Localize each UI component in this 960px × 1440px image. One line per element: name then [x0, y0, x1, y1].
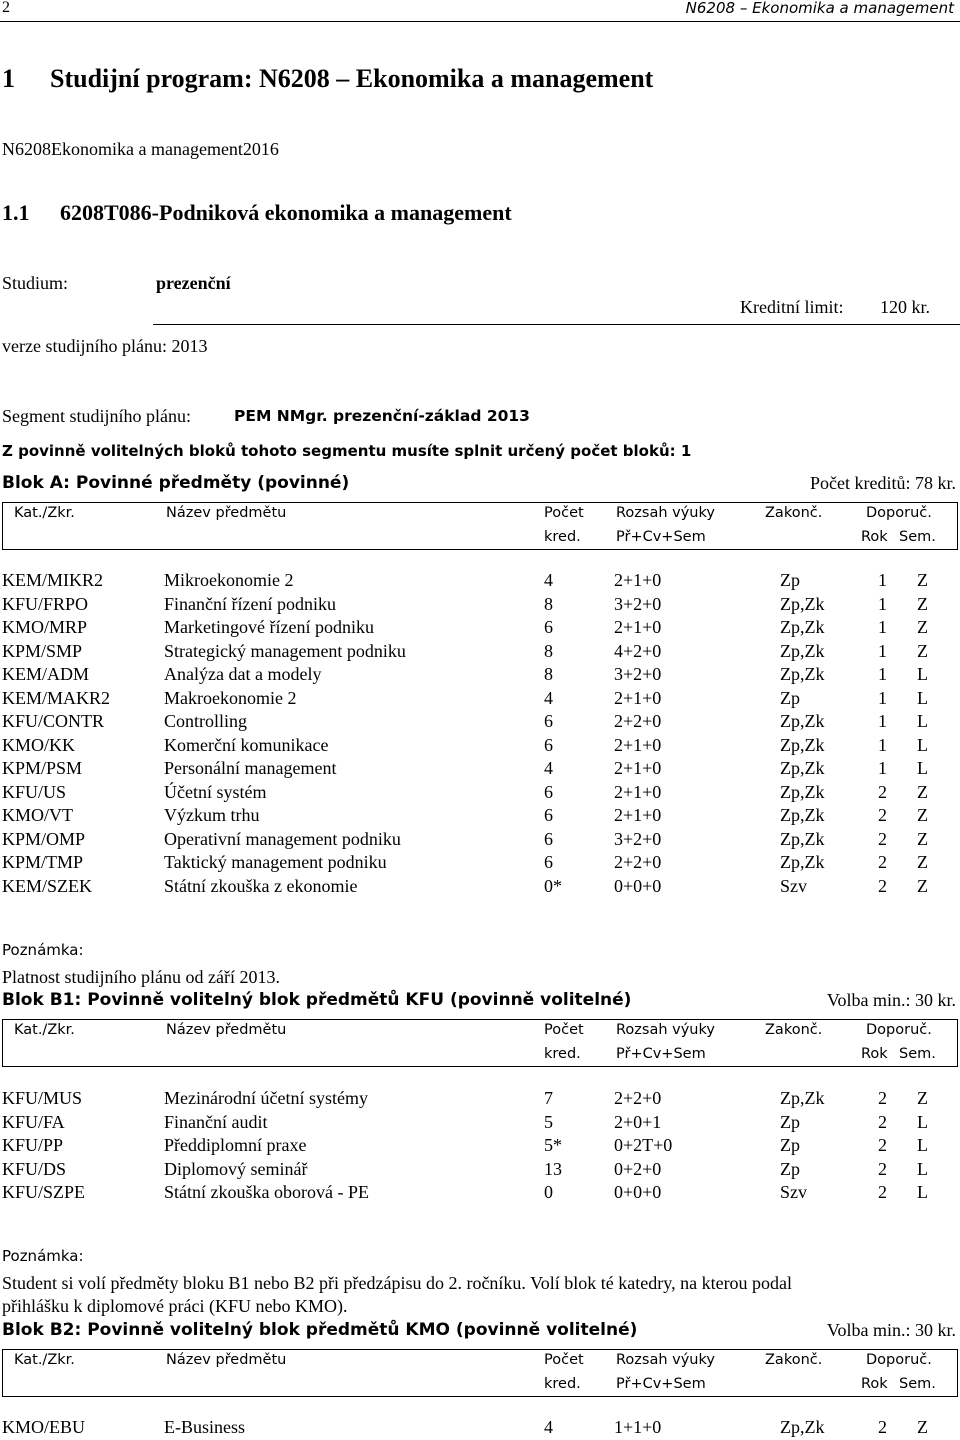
col-completion: Zakonč. [765, 1352, 823, 1368]
course-name: Makroekonomie 2 [164, 687, 297, 708]
col-scope-2: Př+Cv+Sem [616, 1376, 706, 1392]
segment-value: PEM NMgr. prezenční-základ 2013 [234, 407, 530, 425]
course-credits: 4 [544, 1417, 553, 1437]
block-b1-summary: Volba min.: 30 kr. [826, 990, 956, 1010]
col-semester: Sem. [899, 1376, 936, 1392]
course-scope: 2+1+0 [614, 781, 662, 802]
course-completion: Zp,Zk [780, 1417, 825, 1437]
col-code: Kat./Zkr. [14, 1352, 75, 1368]
course-year: 1 [878, 687, 887, 708]
course-credits: 4 [544, 758, 553, 778]
course-year: 1 [878, 640, 887, 661]
course-scope: 2+2+0 [614, 852, 662, 872]
course-scope: 2+0+1 [614, 1111, 662, 1132]
course-year: 1 [878, 664, 887, 684]
course-completion: Zp,Zk [780, 805, 825, 825]
course-credits: 6 [544, 805, 553, 825]
course-year: 2 [878, 852, 887, 872]
course-credits: 13 [544, 1158, 562, 1179]
course-scope: 2+1+0 [614, 617, 662, 637]
study-rule [153, 324, 960, 325]
course-code: KPM/OMP [2, 828, 86, 849]
course-credits: 4 [544, 687, 553, 708]
course-code: KFU/MUS [2, 1088, 83, 1108]
course-year: 2 [878, 805, 887, 825]
col-scope: Rozsah výuky [616, 1352, 715, 1368]
course-semester: Z [917, 570, 928, 590]
course-code: KEM/SZEK [2, 875, 92, 896]
course-code: KEM/ADM [2, 664, 90, 684]
course-name: Mikroekonomie 2 [164, 570, 294, 590]
course-credits: 6 [544, 711, 553, 731]
block-b1-note-line-2: přihlášku k diplomové práci (KFU nebo KMO). [2, 1296, 348, 1316]
course-code: KMO/MRP [2, 617, 88, 637]
col-credits-2: kred. [544, 1046, 581, 1062]
course-semester: Z [917, 781, 928, 802]
course-scope: 4+2+0 [614, 640, 662, 661]
course-scope: 2+2+0 [614, 711, 662, 731]
col-completion: Zakonč. [765, 1022, 823, 1038]
course-year: 1 [878, 758, 887, 778]
course-semester: Z [917, 852, 928, 872]
col-scope: Rozsah výuky [616, 1022, 715, 1038]
block-b1-title: Blok B1: Povinně volitelný blok předmětů KFU (povinně volitelné) [2, 990, 632, 1010]
course-completion: Zp,Zk [780, 758, 825, 778]
course-name: Státní zkouška z ekonomie [164, 875, 358, 896]
study-mode: prezenční [156, 273, 231, 293]
course-completion: Zp,Zk [780, 617, 825, 637]
course-credits: 8 [544, 593, 553, 614]
block-b1-note-line-1: Student si volí předměty bloku B1 nebo B2 při předzápisu do 2. ročníku. Volí blok té katedry, na kterou podal [2, 1273, 793, 1293]
course-credits: 5* [544, 1135, 562, 1155]
col-semester: Sem. [899, 529, 936, 545]
course-scope: 3+2+0 [614, 664, 662, 684]
course-completion: Szv [780, 1182, 807, 1202]
col-credits: Počet [544, 1352, 584, 1368]
col-name: Název předmětu [166, 505, 287, 521]
course-semester: Z [917, 593, 928, 614]
plan-version: verze studijního plánu: 2013 [2, 336, 208, 356]
course-scope: 0+0+0 [614, 875, 662, 896]
course-name: Strategický management podniku [164, 640, 406, 661]
course-completion: Zp,Zk [780, 828, 825, 849]
col-name: Název předmětu [166, 1352, 287, 1368]
course-semester: Z [917, 805, 928, 825]
segment-instruction: Z povinně volitelných bloků tohoto segmentu musíte splnit určený počet bloků: 1 [2, 442, 692, 460]
credit-limit-value: 120 kr. [880, 297, 931, 317]
course-year: 1 [878, 570, 887, 590]
block-a-summary: Počet kreditů: 78 kr. [810, 473, 956, 493]
course-year: 1 [878, 734, 887, 755]
course-name: Mezinárodní účetní systémy [164, 1088, 368, 1108]
course-name: E-Business [164, 1417, 245, 1437]
section-number: 1 [2, 64, 15, 93]
course-semester: L [917, 1135, 928, 1155]
course-semester: L [917, 734, 928, 755]
course-credits: 6 [544, 828, 553, 849]
course-completion: Zp,Zk [780, 593, 825, 614]
course-scope: 2+1+0 [614, 687, 662, 708]
course-year: 2 [878, 781, 887, 802]
course-year: 1 [878, 617, 887, 637]
course-credits: 7 [544, 1088, 553, 1108]
course-completion: Szv [780, 875, 807, 896]
course-code: KPM/SMP [2, 640, 83, 661]
course-code: KFU/FRPO [2, 593, 89, 614]
course-scope: 0+0+0 [614, 1182, 662, 1202]
col-year: Rok [861, 529, 888, 545]
col-credits: Počet [544, 505, 584, 521]
course-semester: Z [917, 828, 928, 849]
course-semester: Z [917, 1417, 928, 1437]
block-a-note-text: Platnost studijního plánu od září 2013. [2, 967, 280, 987]
course-code: KPM/TMP [2, 852, 84, 872]
col-credits: Počet [544, 1022, 584, 1038]
program-line: N6208Ekonomika a management2016 [2, 139, 279, 159]
course-semester: L [917, 1158, 928, 1179]
course-scope: 2+1+0 [614, 734, 662, 755]
course-scope: 0+2+0 [614, 1158, 662, 1179]
subsection-title: 6208T086-Podniková ekonomika a management [60, 200, 512, 225]
course-name: Finanční řízení podniku [164, 593, 336, 614]
course-completion: Zp,Zk [780, 640, 825, 661]
segment-label: Segment studijního plánu: [2, 406, 191, 426]
course-name: Výzkum trhu [164, 805, 260, 825]
subsection-number: 1.1 [2, 200, 30, 225]
course-completion: Zp [780, 687, 800, 708]
course-year: 2 [878, 1088, 887, 1108]
course-code: KFU/CONTR [2, 711, 105, 731]
course-name: Personální management [164, 758, 337, 778]
course-credits: 6 [544, 852, 553, 872]
block-a-title: Blok A: Povinné předměty (povinné) [2, 473, 350, 493]
course-code: KEM/MAKR2 [2, 687, 111, 708]
block-a-note-label: Poznámka: [2, 941, 84, 959]
course-credits: 6 [544, 734, 553, 755]
col-code: Kat./Zkr. [14, 1022, 75, 1038]
course-credits: 4 [544, 570, 553, 590]
course-scope: 3+2+0 [614, 828, 662, 849]
course-completion: Zp,Zk [780, 852, 825, 872]
course-semester: L [917, 664, 928, 684]
course-credits: 5 [544, 1111, 553, 1132]
course-name: Operativní management podniku [164, 828, 401, 849]
block-b2-summary: Volba min.: 30 kr. [826, 1320, 956, 1340]
course-credits: 6 [544, 781, 553, 802]
course-semester: Z [917, 617, 928, 637]
course-code: KFU/PP [2, 1135, 64, 1155]
course-credits: 0 [544, 1182, 553, 1202]
header-rule [0, 21, 960, 22]
course-year: 2 [878, 1417, 887, 1437]
course-completion: Zp [780, 1158, 800, 1179]
col-completion: Zakonč. [765, 505, 823, 521]
course-year: 2 [878, 1182, 887, 1202]
course-completion: Zp,Zk [780, 1088, 825, 1108]
col-scope-2: Př+Cv+Sem [616, 1046, 706, 1062]
course-year: 1 [878, 593, 887, 614]
course-completion: Zp [780, 1111, 800, 1132]
course-completion: Zp,Zk [780, 711, 825, 731]
course-completion: Zp [780, 570, 800, 590]
col-credits-2: kred. [544, 529, 581, 545]
col-credits-2: kred. [544, 1376, 581, 1392]
course-code: KMO/EBU [2, 1417, 86, 1437]
page-number: 2 [2, 0, 10, 16]
course-completion: Zp [780, 1135, 800, 1155]
course-year: 1 [878, 711, 887, 731]
course-year: 2 [878, 1135, 887, 1155]
course-name: Diplomový seminář [164, 1158, 308, 1179]
course-completion: Zp,Zk [780, 734, 825, 755]
course-credits: 0* [544, 875, 562, 896]
course-scope: 2+1+0 [614, 805, 662, 825]
col-scope-2: Př+Cv+Sem [616, 529, 706, 545]
col-semester: Sem. [899, 1046, 936, 1062]
col-recommended: Doporuč. [866, 505, 932, 521]
course-scope: 0+2T+0 [614, 1135, 673, 1155]
course-credits: 6 [544, 617, 553, 637]
course-semester: Z [917, 1088, 928, 1108]
course-code: KFU/SZPE [2, 1182, 86, 1202]
course-credits: 8 [544, 640, 553, 661]
course-scope: 3+2+0 [614, 593, 662, 614]
course-code: KMO/KK [2, 734, 76, 755]
course-semester: Z [917, 875, 928, 896]
course-year: 2 [878, 828, 887, 849]
course-scope: 1+1+0 [614, 1417, 662, 1437]
course-code: KFU/DS [2, 1158, 67, 1179]
course-code: KEM/MIKR2 [2, 570, 104, 590]
course-code: KPM/PSM [2, 758, 83, 778]
course-name: Marketingové řízení podniku [164, 617, 374, 637]
course-scope: 2+1+0 [614, 758, 662, 778]
course-name: Taktický management podniku [164, 852, 387, 872]
course-code: KFU/US [2, 781, 67, 802]
course-code: KMO/VT [2, 805, 73, 825]
col-recommended: Doporuč. [866, 1022, 932, 1038]
col-scope: Rozsah výuky [616, 505, 715, 521]
col-name: Název předmětu [166, 1022, 287, 1038]
block-b2-title: Blok B2: Povinně volitelný blok předmětů KMO (povinně volitelné) [2, 1320, 638, 1340]
course-semester: L [917, 1111, 928, 1132]
course-code: KFU/FA [2, 1111, 65, 1132]
col-recommended: Doporuč. [866, 1352, 932, 1368]
study-label: Studium: [2, 273, 69, 293]
course-name: Controlling [164, 711, 248, 731]
course-year: 2 [878, 1111, 887, 1132]
course-credits: 8 [544, 664, 553, 684]
col-code: Kat./Zkr. [14, 505, 75, 521]
col-year: Rok [861, 1046, 888, 1062]
course-name: Finanční audit [164, 1111, 268, 1132]
course-year: 2 [878, 1158, 887, 1179]
credit-limit-label: Kreditní limit: [740, 297, 844, 317]
course-semester: L [917, 711, 928, 731]
course-semester: L [917, 1182, 928, 1202]
running-title: N6208 – Ekonomika a management [685, 0, 954, 17]
course-completion: Zp,Zk [780, 781, 825, 802]
course-name: Předdiplomní praxe [164, 1135, 307, 1155]
course-scope: 2+1+0 [614, 570, 662, 590]
course-semester: L [917, 687, 928, 708]
block-b1-note-label: Poznámka: [2, 1247, 84, 1265]
course-name: Účetní systém [164, 781, 267, 802]
section-title: Studijní program: N6208 – Ekonomika a management [50, 64, 654, 93]
course-name: Komerční komunikace [164, 734, 329, 755]
course-completion: Zp,Zk [780, 664, 825, 684]
course-name: Státní zkouška oborová - PE [164, 1182, 369, 1202]
course-name: Analýza dat a modely [164, 664, 322, 684]
course-year: 2 [878, 875, 887, 896]
course-scope: 2+2+0 [614, 1088, 662, 1108]
course-semester: Z [917, 640, 928, 661]
course-semester: L [917, 758, 928, 778]
col-year: Rok [861, 1376, 888, 1392]
